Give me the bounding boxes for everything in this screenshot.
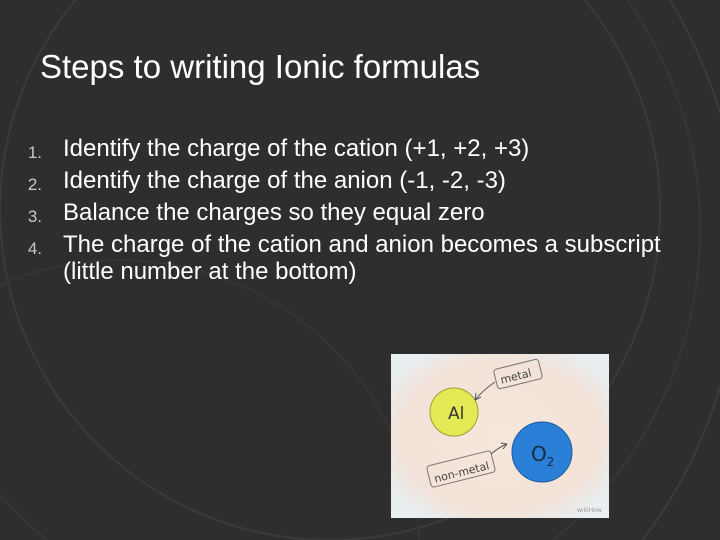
nonmetal-label: non-metal bbox=[432, 459, 491, 486]
list-item bbox=[0, 199, 700, 226]
step-text: Balance the charges so they equal zero bbox=[63, 199, 485, 226]
step-text: The charge of the cation and anion becomes a subscript (little number at the bottom) bbox=[63, 231, 661, 285]
list-item bbox=[0, 167, 700, 194]
watermark: wikiHow bbox=[577, 507, 602, 514]
cation-symbol: Al bbox=[448, 404, 465, 424]
anion-symbol: $O_2$ bbox=[531, 442, 555, 469]
illustration-drawing bbox=[391, 354, 609, 518]
step-text: Identify the charge of the cation (+1, +2, +3) bbox=[63, 135, 530, 162]
metal-label: metal bbox=[499, 366, 533, 387]
step-text: Identify the charge of the anion (-1, -2, -3) bbox=[63, 167, 506, 194]
step-number: 2. bbox=[27, 175, 42, 194]
steps-list bbox=[0, 135, 700, 290]
list-item bbox=[0, 135, 700, 162]
list-item bbox=[0, 231, 700, 285]
step-number: 4. bbox=[27, 239, 42, 258]
step-number: 3. bbox=[27, 207, 42, 226]
step-number: 1. bbox=[27, 143, 42, 162]
slide-title: Steps to writing Ionic formulas bbox=[40, 48, 481, 85]
ionic-bond-illustration bbox=[391, 354, 609, 518]
